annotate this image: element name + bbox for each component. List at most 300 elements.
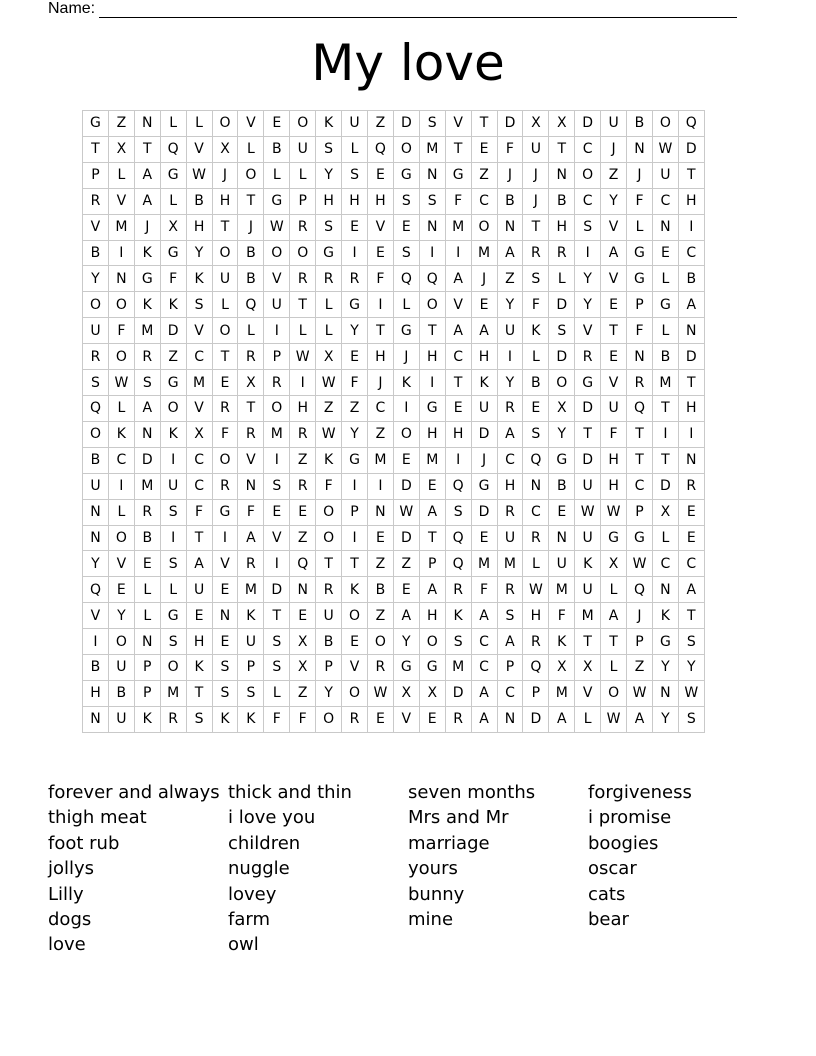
grid-cell: A [419,499,445,525]
grid-cell: H [601,447,627,473]
grid-cell: A [471,603,497,629]
grid-cell: S [264,629,290,655]
grid-cell: N [549,525,575,551]
grid-cell: S [264,655,290,681]
grid-cell: Z [367,603,393,629]
name-label: Name: [48,0,96,17]
grid-cell: L [290,318,316,344]
grid-cell: G [575,370,601,396]
grid-cell: E [471,525,497,551]
grid-cell: E [212,370,238,396]
grid-cell: D [549,344,575,370]
grid-cell: T [83,136,109,162]
grid-cell: R [497,499,523,525]
grid-cell: O [419,292,445,318]
grid-cell: B [108,680,134,706]
grid-cell: B [627,111,653,137]
grid-cell: T [238,188,264,214]
grid-cell: V [575,680,601,706]
grid-cell: K [549,629,575,655]
grid-cell: T [549,136,575,162]
grid-cell: S [445,629,471,655]
word-list-item: bear [588,909,629,931]
grid-cell: Z [160,344,186,370]
grid-cell: G [627,525,653,551]
grid-cell: Q [83,395,109,421]
grid-cell: H [367,344,393,370]
grid-cell: S [186,706,212,732]
grid-cell: K [523,318,549,344]
grid-cell: Q [627,577,653,603]
grid-cell: G [419,395,445,421]
grid-cell: Q [445,551,471,577]
grid-cell: L [652,318,678,344]
grid-cell: Y [601,188,627,214]
grid-cell: B [316,629,342,655]
grid-cell: O [393,421,419,447]
grid-cell: T [186,680,212,706]
grid-cell: E [134,551,160,577]
grid-cell: Y [678,655,704,681]
grid-row [83,292,705,318]
grid-cell: K [108,421,134,447]
grid-cell: V [601,266,627,292]
grid-cell: M [238,577,264,603]
grid-cell: L [134,603,160,629]
grid-cell: U [497,318,523,344]
grid-cell: A [134,395,160,421]
grid-cell: E [678,499,704,525]
grid-cell: Z [367,111,393,137]
grid-cell: A [186,551,212,577]
grid-cell: H [497,473,523,499]
grid-cell: E [342,214,368,240]
grid-cell: N [419,214,445,240]
grid-cell: L [160,577,186,603]
grid-cell: G [601,525,627,551]
grid-cell: F [212,421,238,447]
grid-cell: R [238,421,264,447]
grid-cell: Y [497,370,523,396]
grid-cell: Z [601,162,627,188]
grid-cell: I [108,240,134,266]
grid-cell: O [549,370,575,396]
grid-cell: T [523,214,549,240]
grid-cell: W [523,577,549,603]
grid-cell: G [342,447,368,473]
grid-cell: M [445,214,471,240]
grid-cell: I [652,421,678,447]
grid-cell: M [108,214,134,240]
grid-cell: E [264,111,290,137]
grid-cell: C [652,188,678,214]
grid-cell: D [523,706,549,732]
grid-cell: X [316,344,342,370]
grid-cell: D [471,421,497,447]
grid-cell: H [419,344,445,370]
grid-cell: W [264,214,290,240]
grid-cell: E [212,629,238,655]
grid-row [83,240,705,266]
grid-row [83,577,705,603]
word-list-item: yours [408,858,458,880]
grid-cell: F [549,603,575,629]
grid-cell: Z [108,111,134,137]
grid-cell: A [134,162,160,188]
grid-cell: S [497,603,523,629]
grid-cell: R [316,577,342,603]
grid-cell: C [186,473,212,499]
grid-cell: K [652,603,678,629]
grid-cell: T [342,551,368,577]
grid-cell: D [678,136,704,162]
grid-cell: K [342,577,368,603]
grid-cell: R [497,395,523,421]
grid-cell: W [678,680,704,706]
grid-cell: U [108,655,134,681]
grid-row [83,344,705,370]
grid-cell: D [652,473,678,499]
grid-cell: J [523,162,549,188]
grid-cell: C [471,655,497,681]
grid-cell: E [212,577,238,603]
grid-cell: Y [316,680,342,706]
grid-cell: M [471,551,497,577]
grid-cell: L [575,706,601,732]
grid-cell: O [367,629,393,655]
grid-cell: Z [290,680,316,706]
grid-cell: S [445,499,471,525]
grid-cell: V [342,655,368,681]
grid-cell: G [160,370,186,396]
grid-cell: X [290,629,316,655]
grid-cell: F [445,188,471,214]
grid-cell: J [238,214,264,240]
grid-cell: S [212,680,238,706]
grid-cell: G [393,655,419,681]
word-list-item: farm [228,909,270,931]
grid-cell: H [678,188,704,214]
grid-row [83,473,705,499]
grid-cell: J [627,162,653,188]
grid-cell: T [419,318,445,344]
grid-cell: S [316,214,342,240]
grid-cell: O [83,421,109,447]
grid-cell: O [108,525,134,551]
grid-cell: J [367,370,393,396]
grid-cell: J [393,344,419,370]
grid-cell: V [264,266,290,292]
grid-row [83,525,705,551]
grid-cell: R [342,706,368,732]
grid-cell: K [238,603,264,629]
grid-cell: P [627,499,653,525]
grid-cell: R [523,240,549,266]
grid-cell: S [523,266,549,292]
grid-cell: U [601,111,627,137]
grid-cell: D [393,111,419,137]
grid-cell: E [264,499,290,525]
grid-cell: X [575,655,601,681]
grid-cell: E [393,214,419,240]
grid-cell: W [601,706,627,732]
grid-cell: N [678,447,704,473]
grid-cell: W [601,499,627,525]
grid-cell: G [316,240,342,266]
grid-cell: V [186,395,212,421]
grid-cell: C [108,447,134,473]
grid-cell: H [419,421,445,447]
grid-cell: H [601,473,627,499]
grid-cell: U [290,136,316,162]
grid-cell: I [367,473,393,499]
grid-cell: P [264,344,290,370]
grid-cell: B [238,240,264,266]
grid-cell: D [471,499,497,525]
name-blank-line [99,3,737,18]
grid-cell: B [186,188,212,214]
grid-row [83,266,705,292]
grid-cell: A [471,706,497,732]
grid-cell: B [652,344,678,370]
grid-cell: G [264,188,290,214]
grid-cell: W [367,680,393,706]
grid-cell: U [497,525,523,551]
grid-cell: N [134,111,160,137]
grid-cell: K [393,370,419,396]
grid-cell: T [601,629,627,655]
grid-cell: O [652,111,678,137]
grid-cell: T [652,447,678,473]
grid-cell: C [186,447,212,473]
grid-cell: N [627,136,653,162]
grid-cell: X [160,214,186,240]
grid-cell: O [264,395,290,421]
grid-cell: O [160,655,186,681]
grid-cell: S [160,499,186,525]
grid-cell: Z [290,447,316,473]
grid-cell: E [419,473,445,499]
word-list-item: i promise [588,807,672,829]
grid-cell: Z [471,162,497,188]
grid-cell: Y [652,706,678,732]
grid-cell: N [367,499,393,525]
grid-cell: I [212,525,238,551]
grid-cell: S [212,655,238,681]
grid-cell: E [367,525,393,551]
grid-cell: O [342,603,368,629]
grid-cell: E [342,344,368,370]
grid-cell: P [134,655,160,681]
grid-cell: W [627,680,653,706]
grid-cell: U [316,603,342,629]
grid-cell: L [264,162,290,188]
grid-row [83,421,705,447]
grid-cell: J [134,214,160,240]
grid-cell: R [264,370,290,396]
grid-cell: T [627,447,653,473]
grid-cell: G [471,473,497,499]
word-list-item: thigh meat [48,807,147,829]
grid-cell: M [652,370,678,396]
grid-cell: T [186,525,212,551]
word-list-item: seven months [408,782,536,803]
grid-row [83,629,705,655]
grid-cell: S [83,370,109,396]
grid-cell: D [134,447,160,473]
grid-cell: Z [367,551,393,577]
grid-cell: K [238,706,264,732]
grid-cell: A [497,629,523,655]
grid-cell: I [83,629,109,655]
grid-cell: F [342,370,368,396]
grid-cell: E [471,292,497,318]
grid-cell: R [290,214,316,240]
grid-cell: J [471,266,497,292]
grid-cell: B [134,525,160,551]
grid-cell: E [445,395,471,421]
grid-cell: W [575,499,601,525]
word-list-item: boogies [588,832,659,854]
grid-cell: O [108,292,134,318]
grid-cell: V [601,370,627,396]
grid-cell: F [316,473,342,499]
grid-cell: L [160,111,186,137]
grid-cell: B [83,655,109,681]
grid-cell: U [264,292,290,318]
grid-cell: G [652,629,678,655]
grid-cell: Q [83,577,109,603]
grid-cell: G [160,240,186,266]
grid-cell: T [445,136,471,162]
grid-cell: Y [108,603,134,629]
grid-cell: G [419,655,445,681]
grid-cell: R [445,577,471,603]
grid-cell: C [471,188,497,214]
grid-cell: U [212,266,238,292]
grid-cell: Z [290,525,316,551]
grid-cell: F [601,421,627,447]
grid-cell: L [108,162,134,188]
grid-cell: O [290,111,316,137]
grid-cell: D [549,292,575,318]
grid-cell: C [445,344,471,370]
grid-cell: O [575,162,601,188]
grid-cell: P [238,655,264,681]
grid-cell: M [160,680,186,706]
grid-cell: J [497,162,523,188]
grid-cell: U [342,111,368,137]
grid-row [83,603,705,629]
grid-cell: U [575,577,601,603]
grid-cell: C [575,136,601,162]
grid-cell: I [419,370,445,396]
grid-row [83,370,705,396]
grid-row [83,111,705,137]
grid-cell: R [316,266,342,292]
grid-cell: E [393,447,419,473]
word-list-item: thick and thin [228,782,352,803]
grid-cell: M [549,577,575,603]
grid-cell: I [497,344,523,370]
grid-cell: O [212,318,238,344]
grid-cell: I [264,447,290,473]
grid-cell: S [160,551,186,577]
grid-cell: I [367,292,393,318]
grid-cell: L [160,188,186,214]
grid-cell: H [678,395,704,421]
grid-cell: E [186,603,212,629]
grid-cell: O [419,629,445,655]
grid-cell: R [575,344,601,370]
word-list-item: forever and always [48,782,220,803]
grid-cell: U [575,525,601,551]
grid-cell: N [652,577,678,603]
grid-cell: Q [393,266,419,292]
grid-cell: A [678,292,704,318]
grid-cell: L [523,344,549,370]
word-list [48,780,788,958]
grid-cell: M [367,447,393,473]
grid-cell: P [627,629,653,655]
grid-cell: I [678,421,704,447]
grid-cell: U [601,395,627,421]
grid-cell: N [83,525,109,551]
grid-cell: I [342,525,368,551]
grid-cell: U [652,162,678,188]
grid-cell: V [601,214,627,240]
grid-cell: Q [523,447,549,473]
grid-cell: D [264,577,290,603]
grid-cell: C [652,551,678,577]
grid-cell: L [186,111,212,137]
grid-cell: S [316,136,342,162]
grid-cell: W [108,370,134,396]
grid-cell: P [419,551,445,577]
grid-cell: N [652,680,678,706]
grid-cell: L [264,680,290,706]
grid-row [83,214,705,240]
grid-cell: M [575,603,601,629]
grid-cell: O [212,447,238,473]
grid-cell: K [160,421,186,447]
grid-cell: Q [445,525,471,551]
grid-cell: R [134,499,160,525]
grid-cell: Y [497,292,523,318]
grid-cell: S [419,188,445,214]
grid-cell: A [238,525,264,551]
grid-cell: E [367,706,393,732]
grid-cell: W [290,344,316,370]
grid-cell: G [134,266,160,292]
grid-cell: Y [316,162,342,188]
grid-cell: B [549,473,575,499]
grid-cell: K [186,655,212,681]
grid-cell: E [471,136,497,162]
page-title: My love [311,34,505,92]
grid-cell: T [575,629,601,655]
grid-cell: W [393,499,419,525]
grid-cell: F [367,266,393,292]
grid-cell: T [678,603,704,629]
grid-cell: A [471,318,497,344]
grid-cell: G [549,447,575,473]
grid-cell: D [393,525,419,551]
grid-cell: R [627,370,653,396]
grid-cell: T [471,111,497,137]
grid-cell: A [601,240,627,266]
grid-cell: O [238,162,264,188]
